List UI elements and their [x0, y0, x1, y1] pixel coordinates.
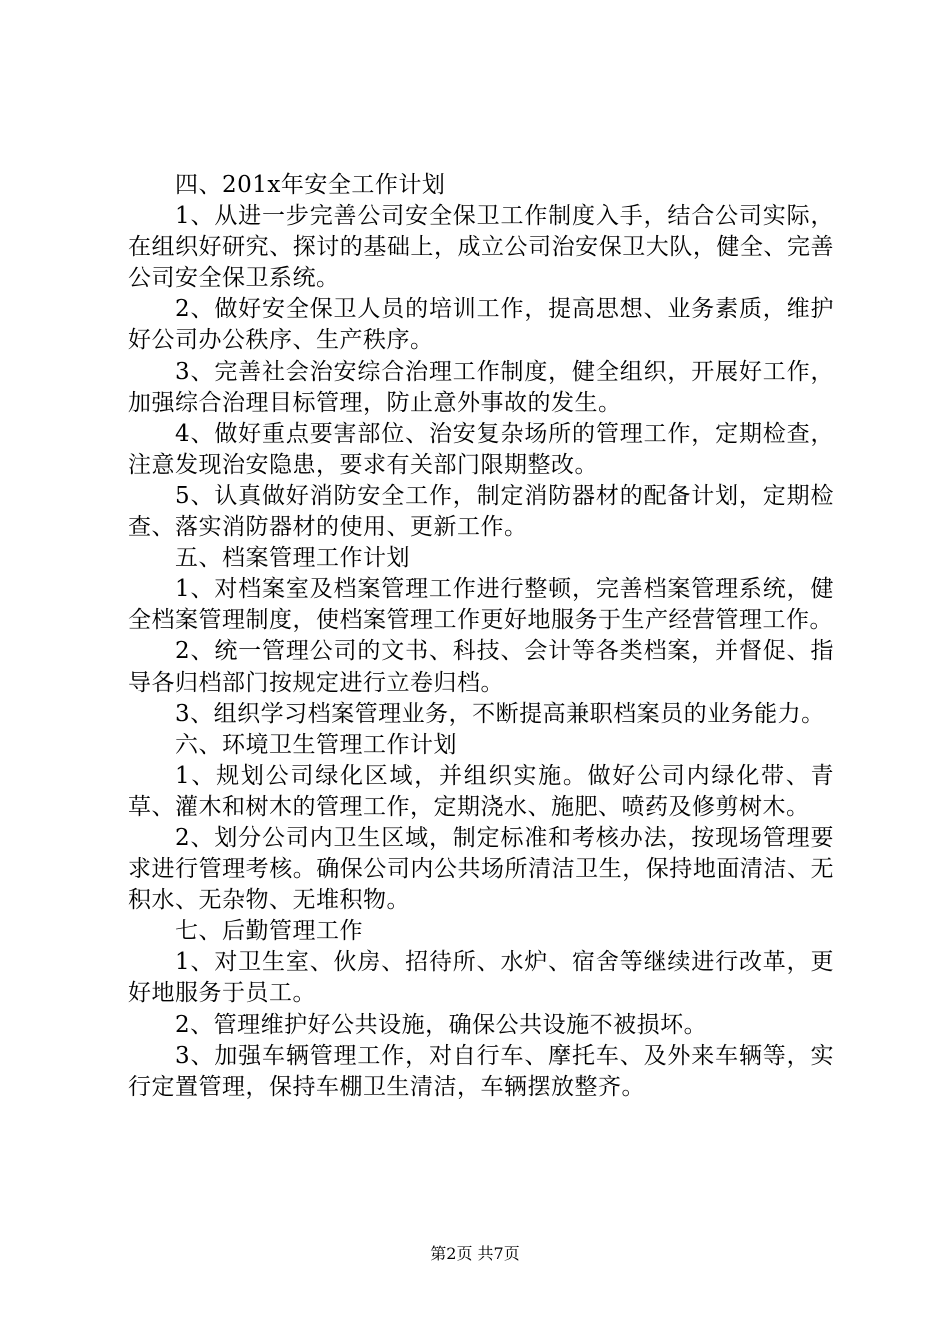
paragraph: 3、组织学习档案管理业务，不断提高兼职档案员的业务能力。 — [175, 700, 825, 727]
paragraph: 2、做好安全保卫人员的培训工作，提高思想、业务素质，维护好公司办公秩序、生产秩序。 — [128, 296, 834, 354]
page-footer — [0, 1244, 950, 1264]
document-body — [128, 170, 834, 1103]
paragraph: 1、对档案室及档案管理工作进行整顿，完善档案管理系统，健全档案管理制度，使档案管理工作更好地服务于生产经营管理工作。 — [128, 576, 834, 634]
paragraph: 1、对卫生室、伙房、招待所、水炉、宿舍等继续进行改革，更好地服务于员工。 — [128, 949, 834, 1007]
section-heading-logistics: 七、后勤管理工作 — [175, 918, 363, 945]
section-heading-archive-plan: 五、档案管理工作计划 — [175, 545, 410, 572]
paragraph: 1、规划公司绿化区域，并组织实施。做好公司内绿化带、青草、灌木和树木的管理工作，定期浇水、施肥、喷药及修剪树木。 — [128, 762, 834, 820]
paragraph: 4、做好重点要害部位、治安复杂场所的管理工作，定期检查，注意发现治安隐患，要求有关部门限期整改。 — [128, 420, 834, 478]
paragraph: 3、完善社会治安综合治理工作制度，健全组织，开展好工作，加强综合治理目标管理，防止意外事故的发生。 — [128, 358, 834, 416]
section-heading-environment-plan: 六、环境卫生管理工作计划 — [175, 731, 457, 758]
paragraph: 2、管理维护好公共设施，确保公共设施不被损坏。 — [175, 1011, 708, 1038]
paragraph: 2、划分公司内卫生区域，制定标准和考核办法，按现场管理要求进行管理考核。确保公司内公共场所清洁卫生，保持地面清洁、无积水、无杂物、无堆积物。 — [128, 824, 834, 914]
paragraph: 5、认真做好消防安全工作，制定消防器材的配备计划，定期检查、落实消防器材的使用、更新工作。 — [128, 482, 834, 541]
section-heading-security-plan: 四、201x年安全工作计划 — [175, 172, 446, 198]
page-number: 第2页 共7页 — [430, 1244, 520, 1263]
paragraph: 2、统一管理公司的文书、科技、会计等各类档案，并督促、指导各归档部门按规定进行立卷归档。 — [128, 638, 834, 696]
paragraph: 3、加强车辆管理工作，对自行车、摩托车、及外来车辆等，实行定置管理，保持车棚卫生清洁，车辆摆放整齐。 — [128, 1042, 834, 1100]
paragraph: 1、从进一步完善公司安全保卫工作制度入手，结合公司实际，在组织好研究、探讨的基础上，成立公司治安保卫大队，健全、完善公司安全保卫系统。 — [128, 203, 834, 292]
